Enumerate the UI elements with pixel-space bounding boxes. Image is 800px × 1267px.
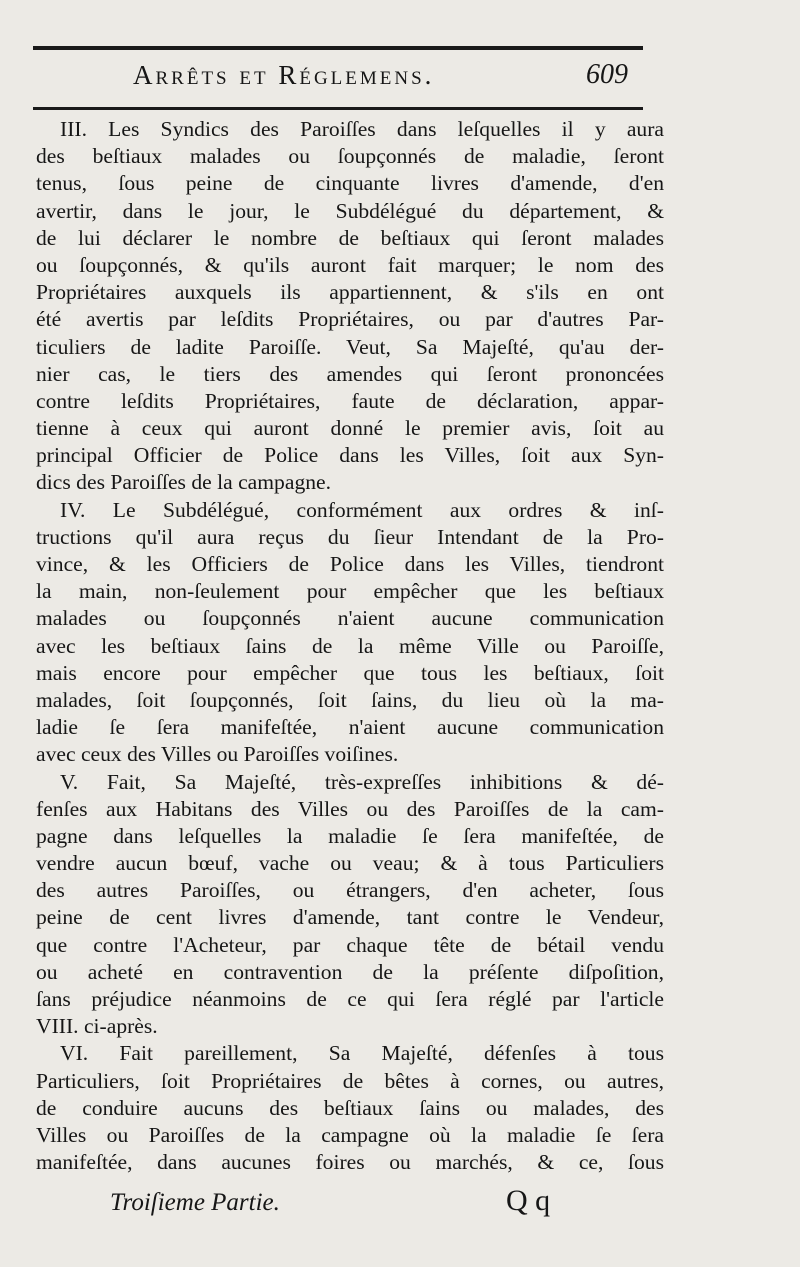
text-line: fenſes aux Habitans des Villes ou des Paroiſſes de la cam- <box>36 796 664 821</box>
text-line: été avertis par leſdits Propriétaires, ou par d'autres Par- <box>36 307 664 332</box>
text-line: ſans préjudice néanmoins de ce qui ſera réglé par l'article <box>36 987 664 1011</box>
text-line: que contre l'Acheteur, par chaque tête de bétail vendu <box>36 932 664 957</box>
text-line: ladie ſe ſera manifeſtée, n'aient aucune communication <box>36 715 664 740</box>
text-line: des beſtiaux malades ou ſoupçonnés de maladie, ſeront <box>36 144 664 169</box>
text-line: III. Les Syndics des Paroiſſes dans leſquelles il y aura <box>60 117 664 141</box>
text-line: avec les beſtiaux ſains de la même Ville ou Paroiſſe, <box>36 633 664 658</box>
text-line: dics des Paroiſſes de la campagne. <box>36 470 332 495</box>
text-line: des autres Paroiſſes, ou étrangers, d'en acheter, ſous <box>36 878 664 903</box>
text-line: malades ou ſoupçonnés n'aient aucune communication <box>36 606 664 631</box>
text-line: tienne à ceux qui auront donné le premier avis, ſoit au <box>36 416 664 441</box>
article-v <box>36 769 664 1041</box>
text-line: Villes ou Paroiſſes de la campagne où la maladie ſe ſera <box>36 1122 664 1147</box>
text-line: avertir, dans le jour, le Subdélégué du département, & <box>36 198 664 223</box>
text-line: de lui déclarer le nombre de beſtiaux qui ſeront malades <box>36 225 664 250</box>
header-rule-top <box>33 46 643 50</box>
body-text <box>36 116 664 1176</box>
text-line: IV. Le Subdélégué, conformément aux ordres & inſ- <box>60 497 664 522</box>
text-line: ou acheté en contravention de la préſente diſpoſition, <box>36 959 664 984</box>
text-line: contre leſdits Propriétaires, faute de déclaration, appar- <box>36 388 664 413</box>
text-line: Propriétaires auxquels ils appartiennent, & s'ils en ont <box>36 280 664 305</box>
text-line: avec ceux des Villes ou Paroiſſes voiſines. <box>36 742 399 767</box>
text-line: VI. Fait pareillement, Sa Majeſté, défenſes à tous <box>60 1041 664 1066</box>
text-line: tenus, ſous peine de cinquante livres d'amende, d'en <box>36 171 664 196</box>
header-rule-bottom <box>33 107 643 110</box>
text-line: mais encore pour empêcher que tous les beſtiaux, ſoit <box>36 660 664 685</box>
gathering-mark: Q q <box>506 1184 551 1217</box>
text-line: V. Fait, Sa Majeſté, très-expreſſes inhibitions & dé- <box>60 769 664 794</box>
text-line: Particuliers, ſoit Propriétaires de bêtes à cornes, ou autres, <box>36 1068 664 1093</box>
text-line: principal Officier de Police dans les Villes, ſoit aux Syn- <box>36 443 664 468</box>
text-line: ou ſoupçonnés, & qu'ils auront fait marquer; le nom des <box>36 252 664 277</box>
signature-line: Troiſieme Partie. <box>110 1189 280 1216</box>
article-iii <box>36 116 664 497</box>
text-line: manifeſtée, dans aucunes foires ou marchés, & ce, ſous <box>36 1150 664 1175</box>
text-line: pagne dans leſquelles la maladie ſe ſera manifeſtée, de <box>36 823 664 848</box>
text-line: la main, non-ſeulement pour empêcher que les beſtiaux <box>36 579 664 604</box>
text-line: de conduire aucuns des beſtiaux ſains ou malades, des <box>36 1095 664 1120</box>
article-iv <box>36 497 664 769</box>
text-line: vendre aucun bœuf, vache ou veau; & à tous Particuliers <box>36 851 664 876</box>
text-line: malades, ſoit ſoupçonnés, ſoit ſains, du lieu où la ma- <box>36 687 664 712</box>
text-line: nier cas, le tiers des amendes qui ſeront prononcées <box>36 361 664 386</box>
text-line: vince, & les Officiers de Police dans les Villes, tiendront <box>36 552 664 576</box>
text-line: peine de cent livres d'amende, tant contre le Vendeur, <box>36 905 664 930</box>
text-line: tructions qu'il aura reçus du ſieur Intendant de la Pro- <box>36 524 664 549</box>
running-head: Arrêts et Réglemens. <box>133 60 435 90</box>
article-vi <box>36 1040 664 1176</box>
page-number: 609 <box>586 59 628 90</box>
text-line: VIII. ci-après. <box>36 1014 158 1039</box>
text-line: ticuliers de ladite Paroiſſe. Veut, Sa Majeſté, qu'au der- <box>36 334 664 359</box>
